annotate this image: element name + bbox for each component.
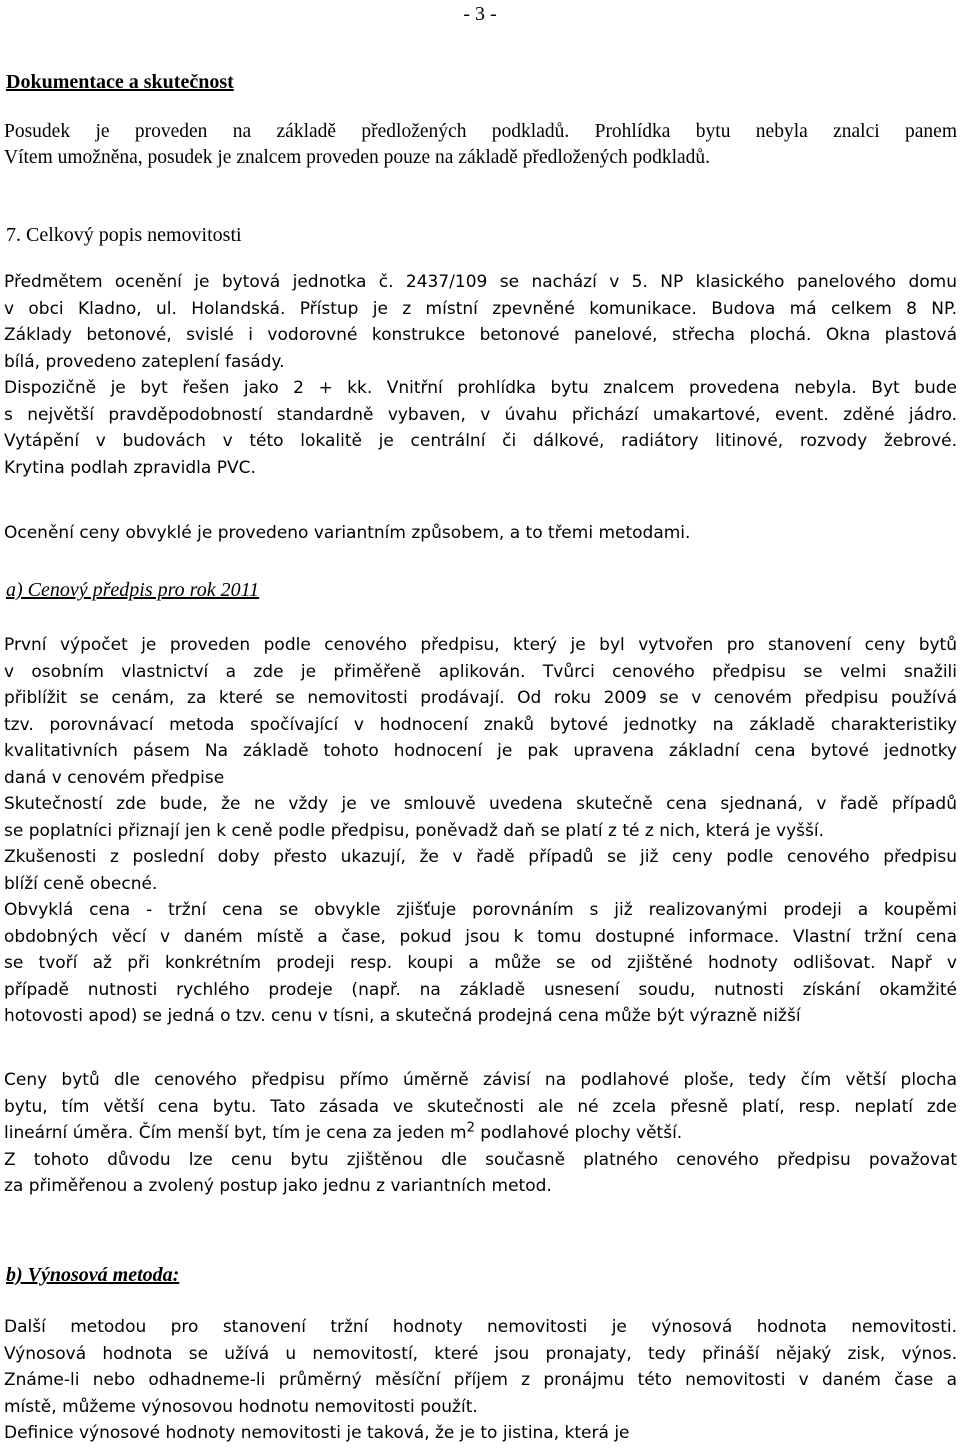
text-line: daná v cenovém předpise (4, 767, 225, 788)
text-line: Vytápění v budovách v této lokalitě je centrální či dálkové, radiátory litinové, rozvody žebrové. (4, 431, 957, 451)
page-number: - 3 - (463, 3, 497, 25)
text-line: Předmětem ocenění je bytová jednotka č. 2437/109 se nachází v 5. NP klasického panelového domu (4, 272, 957, 292)
doc-paragraph (4, 119, 957, 172)
superscript-exponent: 2 (466, 1120, 475, 1136)
text-line: v osobním vlastnictví a zde je přiměřeně aplikován. Tvůrci cenového předpisu se velmi snažili (4, 661, 957, 682)
section-7-heading: 7. Celkový popis nemovitosti (6, 224, 242, 246)
text-line: přiblížit se cenám, za které se nemovitosti prodávají. Od roku 2009 se v cenovém předpisu používá (4, 688, 957, 708)
text-line: Základy betonové, svislé i vodorovné konstrukce betonové panelové, střecha plochá. Okna plastová (4, 325, 957, 345)
text-line: bílá, provedeno zateplení fasády. (4, 351, 285, 372)
text-line: Definice výnosové hodnoty nemovitosti je taková, že je to jistina, která je (4, 1423, 630, 1443)
section-b-paragraph (4, 1314, 957, 1447)
text-line: Další metodou pro stanovení tržní hodnoty nemovitosti je výnosová hodnota nemovitosti. (4, 1317, 957, 1337)
doc-heading: Dokumentace a skutečnost (6, 71, 234, 93)
section-a-paragraph-2 (4, 1067, 957, 1200)
text-line: Skutečností zde bude, že ne vždy je ve smlouvě uvedena skutečně cena sjednaná, v řadě případů (4, 794, 957, 814)
text-line: kvalitativních pásem Na základě tohoto hodnocení je pak upravena základní cena bytové jednotky (4, 741, 957, 761)
text-line: tzv. porovnávací metoda spočívající v hodnocení znaků bytové jednotky na základě charakteristiky (4, 714, 957, 735)
section-7-paragraph (4, 269, 957, 481)
text-line: bytu, tím větší cena bytu. Tato zásada ve skutečnosti ale né zcela přesně platí, resp. neplatí zde (4, 1096, 957, 1117)
text-line: hotovosti apod) se jedná o tzv. cenu v tísni, a skutečná prodejná cena může být výrazně nižší (4, 1006, 801, 1026)
text-line: Z tohoto důvodu lze cenu bytu zjištěnou dle současně platného cenového předpisu považovat (4, 1149, 957, 1170)
text-line: v obci Kladno, ul. Holandská. Přístup je z místní zpevněné komunikace. Budova má celkem 8 NP. (4, 298, 957, 319)
text-line: obdobných věcí v daném místě a čase, pokud jsou k tomu dostupné informace. Vlastní tržní cena (4, 926, 957, 947)
text-line: Ceny bytů dle cenového předpisu přímo úměrně závisí na podlahové ploše, tedy čím větší plocha (4, 1070, 957, 1090)
section-a-heading: a) Cenový předpis pro rok 2011 (6, 579, 260, 601)
text-line: s největší pravděpodobností standardně vybaven, v úvahu přichází umakartové, event. zděné jádro. (4, 404, 957, 425)
text-fragment: lineární úměra. Čím menší byt, tím je cena za jeden m (4, 1123, 467, 1143)
text-line: První výpočet je proveden podle cenového předpisu, který je byl vytvořen pro stanovení ceny bytů (4, 635, 957, 655)
text-line: případě nutnosti rychlého prodeje (např. na základě usnesení soudu, nutnosti získání okamžité (4, 979, 957, 1000)
text-line: blíží ceně obecné. (4, 873, 158, 894)
text-line: Výnosová hodnota se užívá u nemovitostí, které jsou pronajaty, tedy přináší nějaký zisk, výnos. (4, 1343, 957, 1364)
text-line: místě, můžeme výnosovou hodnotu nemovitosti použít. (4, 1396, 478, 1417)
section-a-paragraph (4, 632, 957, 1030)
text-line (4, 1120, 957, 1147)
text-line: Známe-li nebo odhadneme-li průměrný měsíční příjem z pronájmu této nemovitosti v daném čase a (4, 1370, 957, 1390)
section-b-heading: b) Výnosová metoda: (6, 1264, 180, 1286)
text-line: Dispozičně je byt řešen jako 2 + kk. Vnitřní prohlídka bytu znalcem provedena nebyla. Byt bude (4, 378, 957, 398)
valuation-intro (4, 520, 957, 547)
text-line: Ocenění ceny obvyklé je provedeno variantním způsobem, a to třemi metodami. (4, 523, 691, 543)
text-line: za přiměřenou a zvolený postup jako jednu z variantních metod. (4, 1176, 552, 1196)
text-line: Posudek je proveden na základě předložených podkladů. Prohlídka bytu nebyla znalci panem (4, 121, 957, 142)
text-line: Zkušenosti z poslední doby přesto ukazují, že v řadě případů se již ceny podle cenového předpisu (4, 847, 957, 867)
text-line: se tvoří až při konkrétním prodeji resp. koupi a může se od zjištěné hodnoty odlišovat. Např v (4, 953, 957, 973)
text-line: Krytina podlah zpravidla PVC. (4, 457, 256, 478)
text-line: Vítem umožněna, posudek je znalcem proveden pouze na základě předložených podkladů. (4, 147, 711, 169)
text-line: se poplatníci přiznají jen k ceně podle předpisu, poněvadž daň se platí z té z nich, která je vyšší. (4, 820, 824, 841)
text-fragment: podlahové plochy větší. (474, 1123, 683, 1143)
text-line: Obvyklá cena - tržní cena se obvykle zjišťuje porovnáním s již realizovanými prodeji a koupěmi (4, 900, 957, 920)
